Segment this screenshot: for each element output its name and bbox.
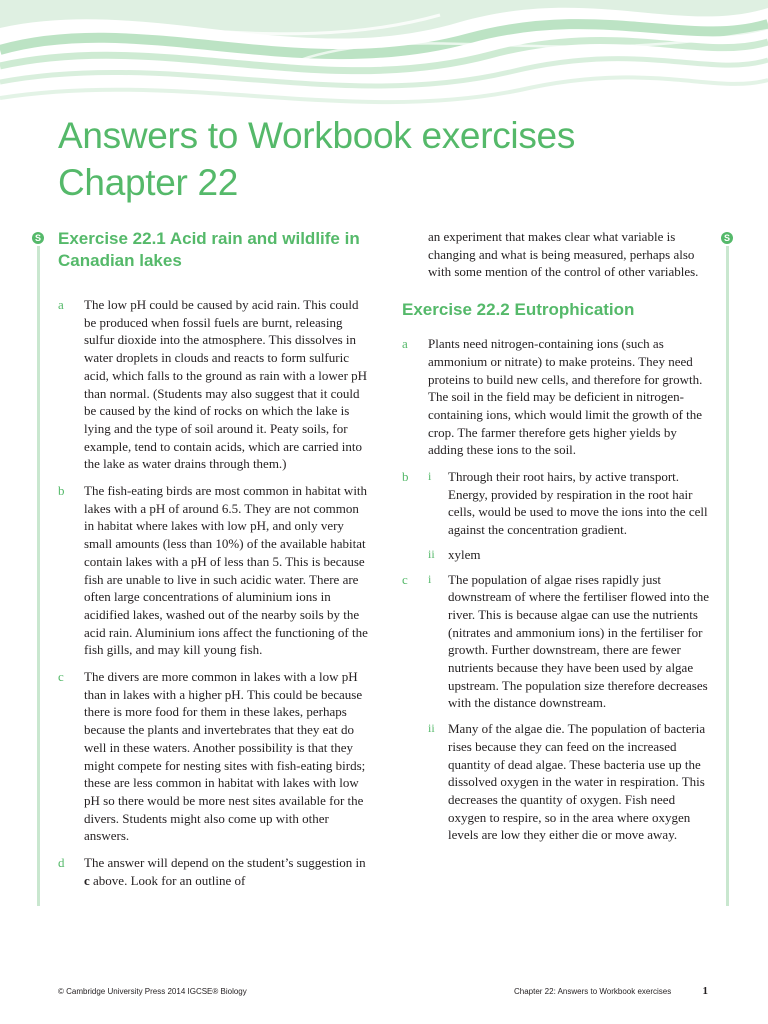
left-column bbox=[58, 228, 368, 890]
badge-left: S bbox=[32, 232, 44, 244]
answer-22-1-d bbox=[58, 854, 368, 889]
item-label: d bbox=[58, 855, 65, 871]
answer-22-2-c bbox=[402, 571, 712, 845]
sub-text: The population of algae rises rapidly just downstream of where the fertiliser flowed into the river. This is because algae can use the nutrients (nitrates and ammonium ions) in the fertiliser for growth. Further downstream, there are fewer nutrients because they have been used by algae upstream. The population size therefore decreases with the distance downstream. bbox=[448, 571, 709, 711]
page-title bbox=[58, 112, 575, 206]
item-text: The divers are more common in lakes with a low pH than in lakes with a higher pH. This could be because there is more food for them in these lakes, perhaps because the plants and invertebrates that they eat do well in these waters. Another possibility is that they might compete for nesting sites with fish-eating birds; these are less common in habitat with lakes with low pH so there would be more nest sites available for the divers. Students might also come up with other answers. bbox=[84, 669, 366, 844]
sub-label: ii bbox=[428, 546, 435, 561]
item-text: The fish-eating birds are most common in habitat with lakes with a pH of around 6.5. They are not common in habitat where lakes with low pH, and only very small amounts (less than 10%) of the available habitat contain lakes with a pH of less than 5. This is because fish are unable to live in such acidic water. There are often large concentrations of aluminium ions in acidified lakes, washed out of the nearby soils by the acid rain. Aluminium ions affect the functioning of the fish gills, and may kill young fish. bbox=[84, 483, 368, 658]
sub-label: ii bbox=[428, 721, 435, 736]
exercise-22-1-heading: Exercise 22.1 Acid rain and wildlife in Canadian lakes bbox=[58, 229, 360, 270]
badge-right: S bbox=[721, 232, 733, 244]
item-text: The low pH could be caused by acid rain. This could be produced when fossil fuels are burnt, releasing sulfur dioxide into the atmosphere. This dissolves in water droplets in clouds and reacts to form sulfuric acid, which falls to the ground as rain with a lower pH than normal. (Students may also suggest that it could be caused by the kind of rocks on which the lake is lying and the type of soil around it. Peaty soils, for example, tend to contain acids, which are carried into the lake as water drains through them.) bbox=[84, 297, 368, 472]
item-label: b bbox=[58, 483, 65, 499]
footer-left: © Cambridge University Press 2014 IGCSE® Biology bbox=[58, 987, 247, 996]
answer-22-2-a bbox=[402, 335, 712, 459]
sub-text: xylem bbox=[448, 546, 481, 562]
sub-text: Through their root hairs, by active transport. Energy, provided by respiration in the root hair cells, would be used to move the ions into the cell against the concentration gradient. bbox=[448, 469, 708, 538]
title-line-2: Chapter 22 bbox=[58, 162, 239, 203]
answer-22-2-c-i bbox=[428, 571, 712, 713]
page-number: 1 bbox=[702, 985, 708, 997]
sub-text: Many of the algae die. The population of bacteria rises because they can feed on the increased quantity of dead algae. These bacteria use up the dissolved oxygen in the water in respiration. This decreases the quantity of oxygen. Fish need oxygen to respire, so in the area where oxygen levels are low they either die or move away. bbox=[448, 721, 706, 843]
item-label: a bbox=[58, 297, 64, 312]
sub-label: i bbox=[428, 571, 432, 586]
right-margin-bar bbox=[726, 246, 729, 906]
bold-reference: c bbox=[84, 872, 90, 888]
item-text: The answer will depend on the student’s suggestion in c above. Look for an outline of bbox=[84, 855, 366, 888]
item-text: Plants need nitrogen-containing ions (such as ammonium or nitrate) to make proteins. They need proteins to build new cells, and therefore for growth. The soil in the field may be deficient in nitrogen-containing ions, which would limit the growth of the crop. The farmer therefore gets higher yields by adding these ions to the soil. bbox=[428, 336, 703, 458]
title-line-1: Answers to Workbook exercises bbox=[58, 115, 576, 156]
left-margin-bar bbox=[37, 246, 40, 906]
answer-22-2-b bbox=[402, 468, 712, 564]
answer-22-1-b bbox=[58, 482, 368, 659]
item-label: c bbox=[402, 571, 408, 587]
answer-22-2-c-ii bbox=[428, 720, 712, 844]
answer-22-2-b-ii bbox=[428, 546, 712, 564]
right-column bbox=[402, 228, 712, 844]
answer-22-2-b-i bbox=[428, 468, 712, 539]
answer-22-1-d-continued: an experiment that makes clear what variable is changing and what is being measured, perhaps also with some mention of the control of other variables. bbox=[428, 229, 699, 280]
footer-right: Chapter 22: Answers to Workbook exercises bbox=[514, 987, 672, 996]
item-label: a bbox=[402, 336, 408, 352]
item-label: c bbox=[58, 669, 64, 685]
item-label: b bbox=[402, 469, 409, 485]
answer-22-1-c bbox=[58, 668, 368, 845]
answer-22-1-a bbox=[58, 296, 368, 473]
sub-label: i bbox=[428, 469, 432, 484]
exercise-22-2-heading: Exercise 22.2 Eutrophication bbox=[402, 300, 635, 320]
